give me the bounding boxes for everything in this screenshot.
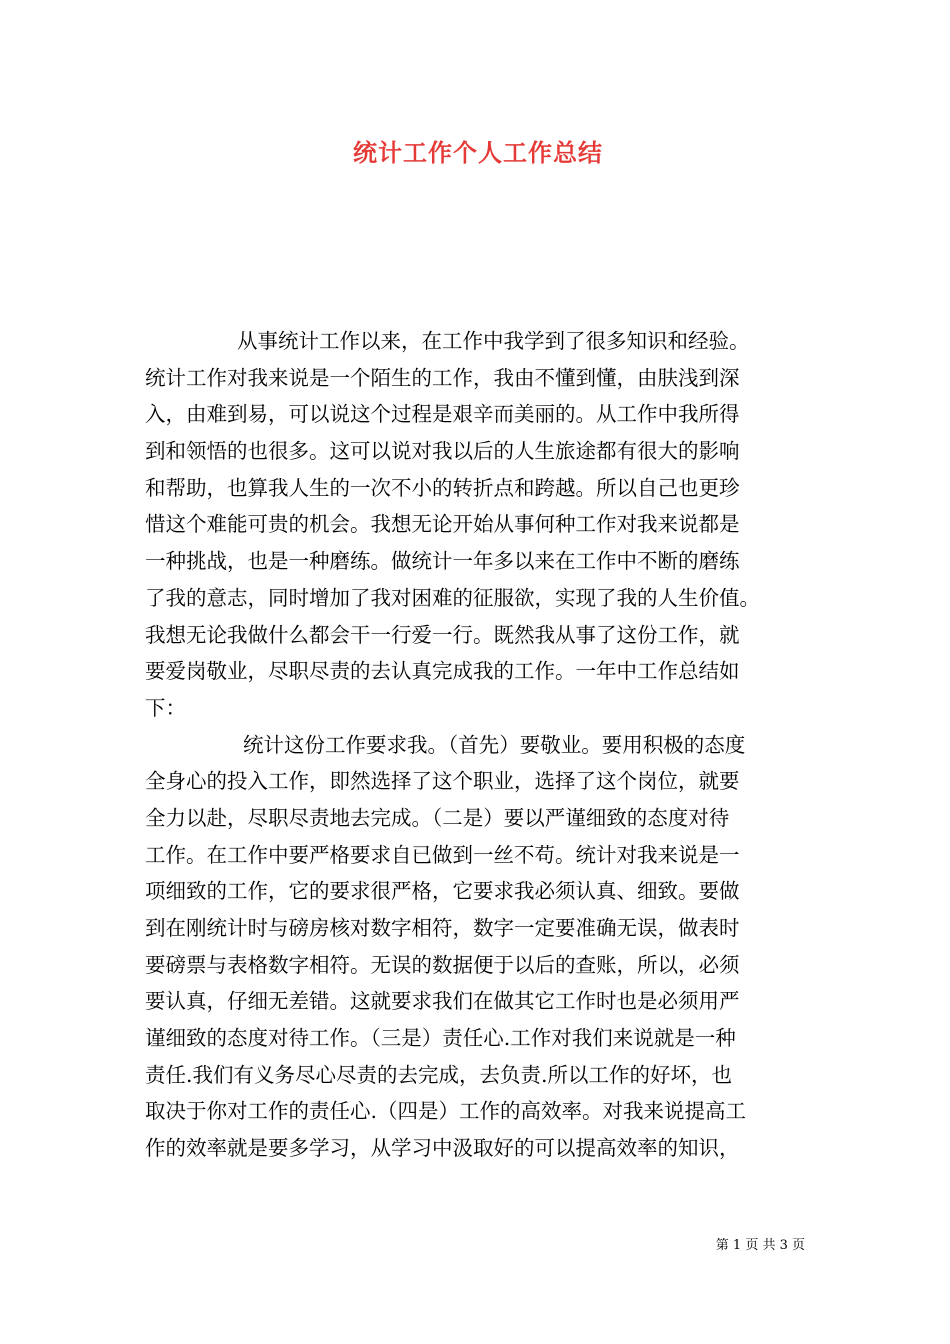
text-line: 全力以赴，尽职尽责地去完成。（二是）要以严谨细致的态度对待 xyxy=(145,805,730,830)
text-line: 入，由难到易，可以说这个过程是艰辛而美丽的。从工作中我所得 xyxy=(145,402,740,427)
document-body xyxy=(145,323,805,1167)
text-line: 要磅票与表格数字相符。无误的数据便于以后的查账，所以，必须 xyxy=(145,952,740,977)
text-line: 从事统计工作以来，在工作中我学到了很多知识和经验。 xyxy=(237,329,750,353)
text-line: 作的效率就是要多学习，从学习中汲取好的可以提高效率的知识， xyxy=(145,1136,740,1161)
text-line: 项细致的工作，它的要求很严格，它要求我必须认真、细致。要做 xyxy=(145,879,740,904)
text-line: 和帮助，也算我人生的一次不小的转折点和跨越。所以自己也更珍 xyxy=(145,475,740,500)
text-line: 统计这份工作要求我。（首先）要敬业。要用积极的态度 xyxy=(243,732,746,757)
text-line: 全身心的投入工作，即然选择了这个职业，选择了这个岗位，就要 xyxy=(145,769,740,794)
text-line: 到在刚统计时与磅房核对数字相符，数字一定要准确无误，做表时 xyxy=(145,916,740,940)
text-line: 谨细致的态度对待工作。（三是）责任心.工作对我们来说就是一种 xyxy=(145,1026,736,1051)
text-line: 工作。在工作中要严格要求自已做到一丝不苟。统计对我来说是一 xyxy=(145,842,740,867)
text-line: 取决于你对工作的责任心.（四是）工作的高效率。对我来说提高工 xyxy=(145,1099,747,1124)
text-line: 要爱岗敬业，尽职尽责的去认真完成我的工作。一年中工作总结如 xyxy=(145,659,740,684)
text-line: 要认真，仔细无差错。这就要求我们在做其它工作时也是必须用严 xyxy=(145,989,740,1014)
text-line: 下： xyxy=(145,695,186,720)
text-line: 责任.我们有义务尽心尽责的去完成，去负责.所以工作的好坏，也 xyxy=(145,1062,733,1087)
text-line: 我想无论我做什么都会干一行爱一行。既然我从事了这份工作，就 xyxy=(145,622,740,647)
page-number-footer: 第 1 页 共 3 页 xyxy=(715,1238,805,1253)
text-line: 惜这个难能可贵的机会。我想无论开始从事何种工作对我来说都是 xyxy=(145,512,740,537)
text-line: 了我的意志，同时增加了我对困难的征服欲，实现了我的人生价值。 xyxy=(145,585,760,610)
text-line: 到和领悟的也很多。这可以说对我以后的人生旅途都有很大的影响 xyxy=(145,439,740,464)
text-line: 一种挑战，也是一种磨练。做统计一年多以来在工作中不断的磨练 xyxy=(145,549,740,574)
text-line: 统计工作对我来说是一个陌生的工作，我由不懂到懂，由肤浅到深 xyxy=(145,365,740,390)
document-title: 统计工作个人工作总结 xyxy=(353,138,603,167)
